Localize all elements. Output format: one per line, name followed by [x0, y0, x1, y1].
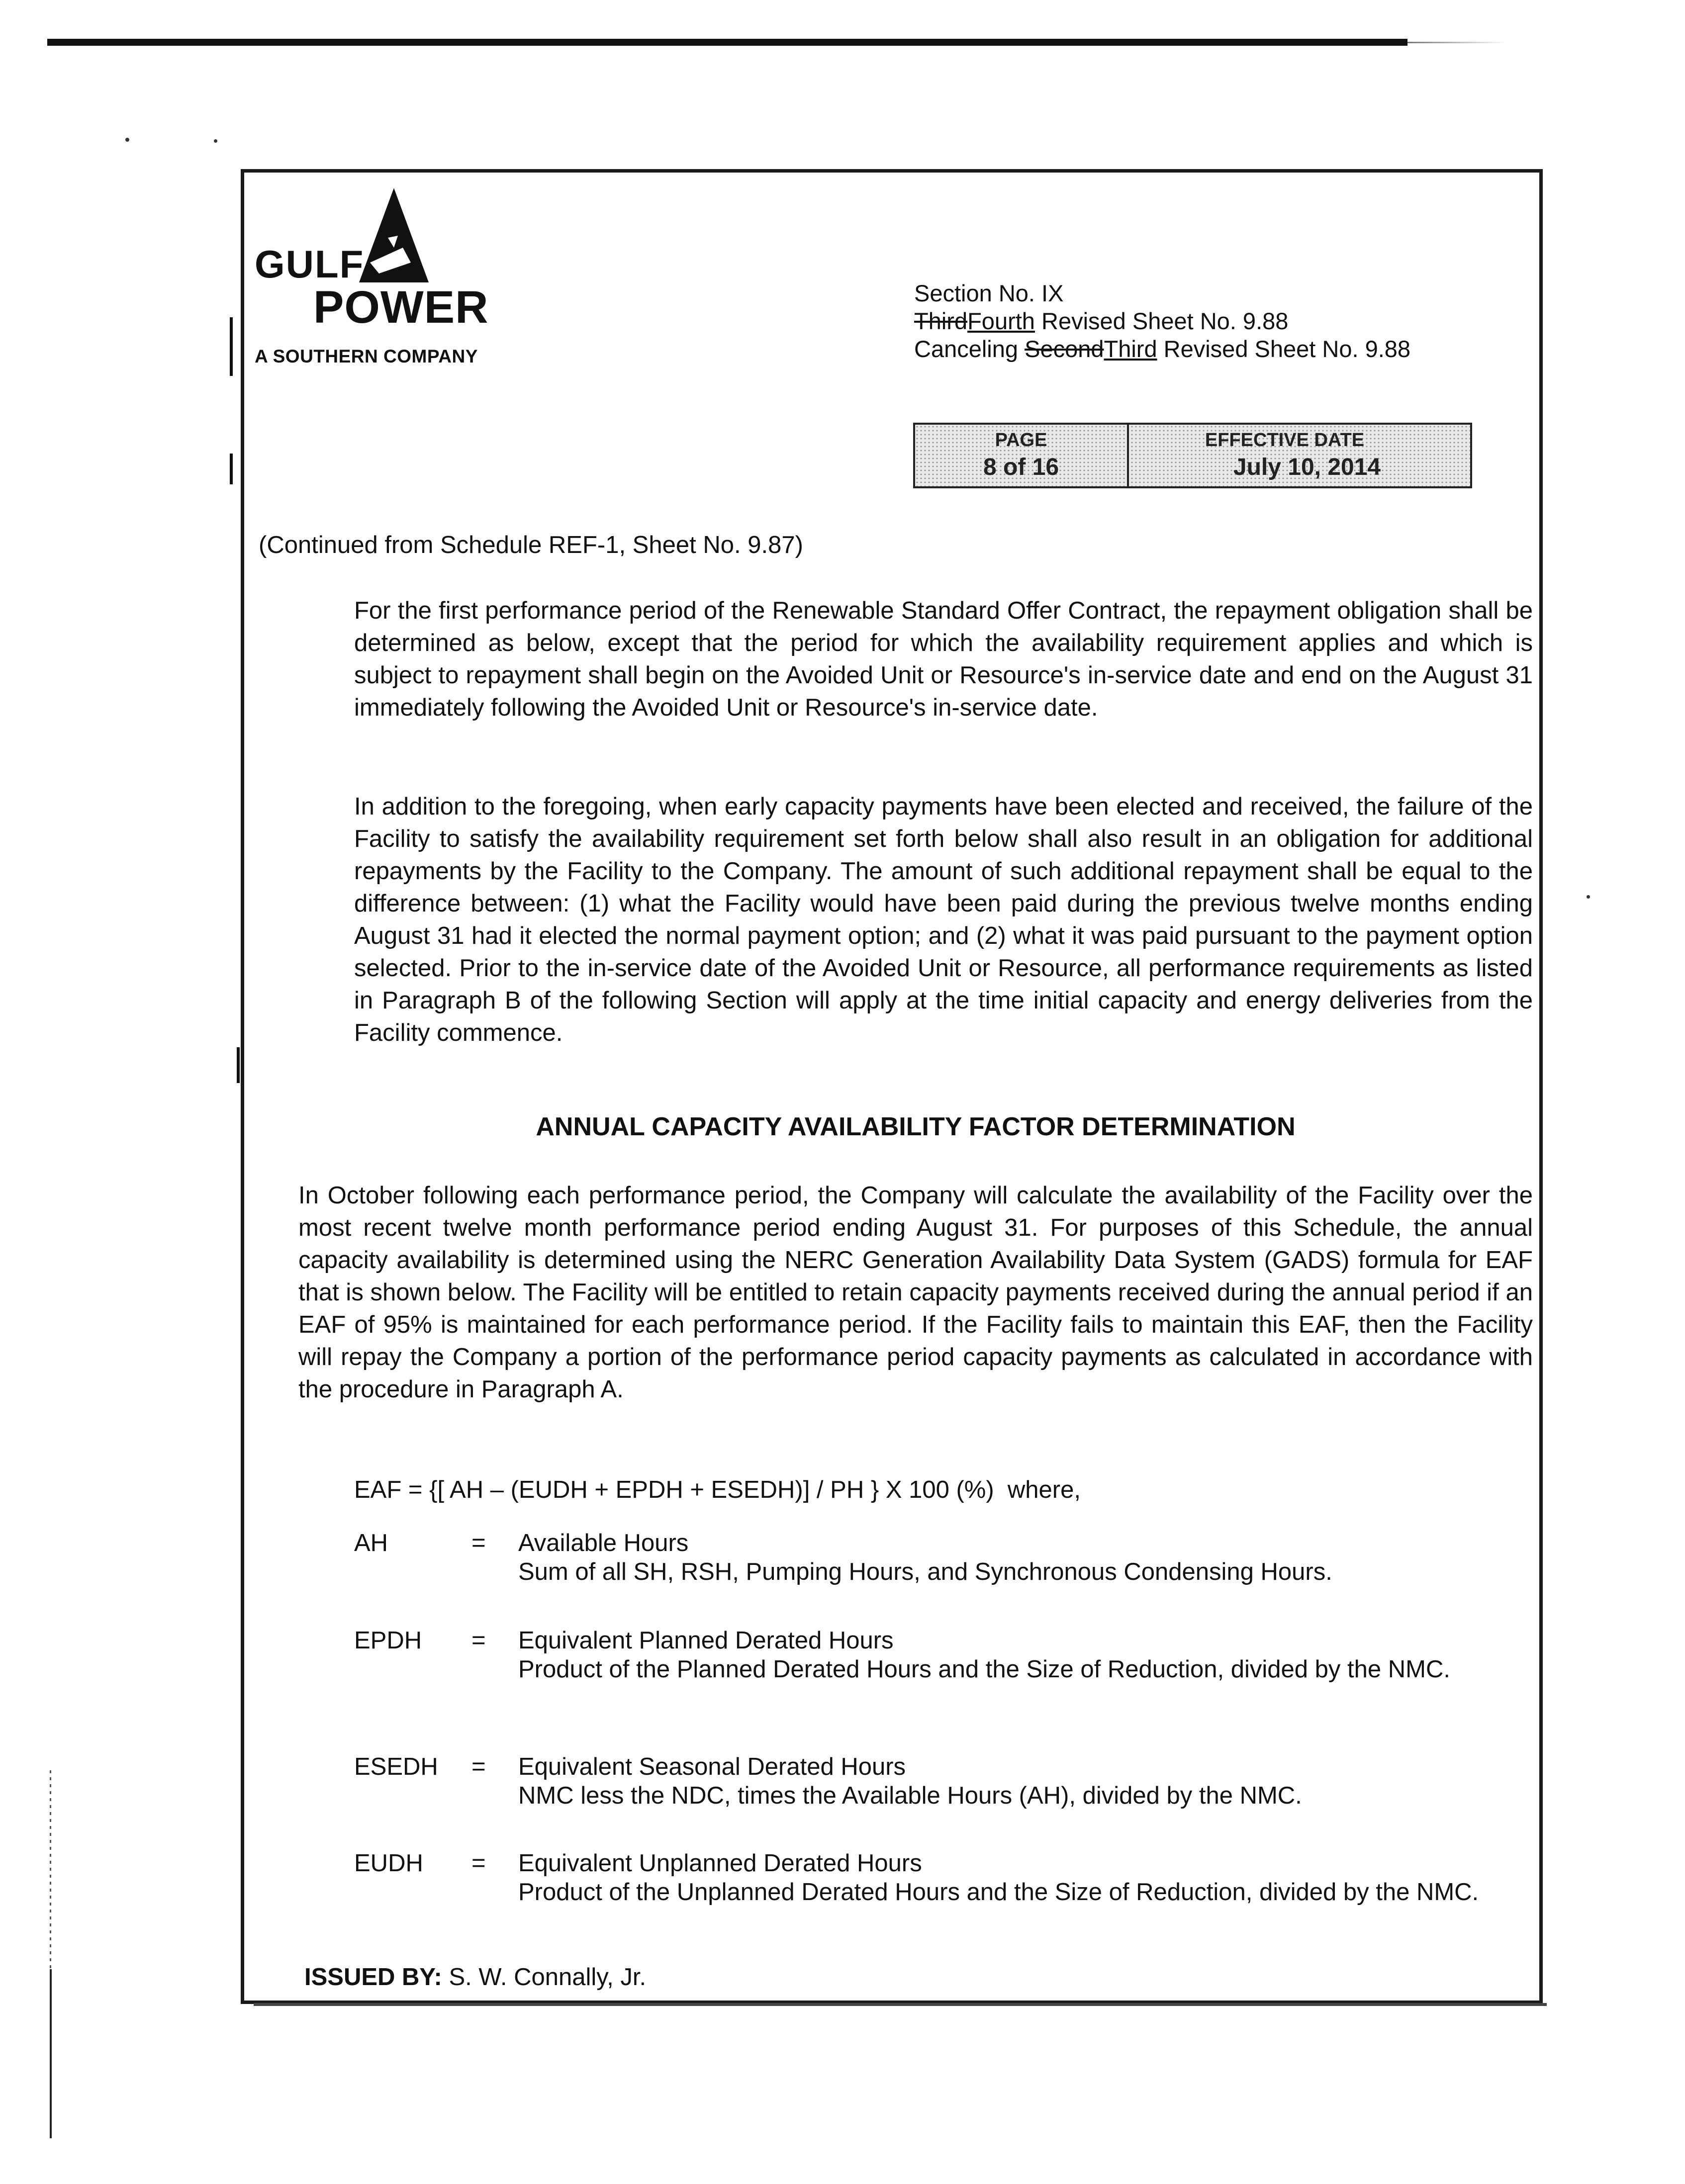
definition-body — [518, 1752, 1538, 1810]
definition-title: Equivalent Unplanned Derated Hours — [518, 1850, 922, 1877]
issued-by-name: S. W. Connally, Jr. — [449, 1964, 647, 1991]
definition-title: Equivalent Planned Derated Hours — [518, 1627, 894, 1654]
paragraph-eaf-determination: In October following each performance period, the Company will calculate the availability of the Facility over the most recent twelve month performance period ending August 31. For purposes of this Schedule, the annual capacity availability is determined using the NERC Generation Availability Data System (GADS) formula for EAF that is shown below. The Facility will be entitled to retain capacity payments received during the annual period if an EAF of 95% is maintained for each performance period. If the Facility fails to maintain this EAF, then the Facility will repay the Company a portion of the performance period capacity payments as calculated in accordance with the procedure in Paragraph A. — [298, 1182, 1533, 1403]
stamp-page-label: PAGE — [995, 430, 1047, 451]
scan-top-bar-fade — [1407, 42, 1507, 43]
definition-equals: = — [471, 1627, 486, 1654]
logo-gulf-text: GULF — [255, 242, 365, 286]
gulf-power-triangle-icon — [359, 188, 429, 287]
definition-term: EPDH — [354, 1627, 422, 1654]
scan-edge-line — [50, 1770, 51, 1969]
issued-by-label: ISSUED BY: — [304, 1964, 442, 1991]
paragraph-early-capacity: In addition to the foregoing, when early capacity payments have been elected and received, the failure of the Facility to satisfy the availability requirement set forth below shall also result in an obligation for additional repayments by the Facility to the Company. The amount of such additional repayment shall be equal to the difference between: (1) what the Facility would have been paid during the previous twelve months ending August 31 had it elected the normal payment option; and (2) what it was paid pursuant to the payment option selected. Prior to the in-service date of the Avoided Unit or Resource, all performance requirements as listed in Paragraph B of the following Section will apply at the time initial capacity and energy deliveries from the Facility commence. — [354, 793, 1533, 1046]
scan-speck — [1587, 895, 1590, 899]
canceling-new-text: Third — [1104, 336, 1157, 362]
revised-suffix: Revised Sheet No. 9.88 — [1034, 308, 1289, 334]
gulf-power-logo — [255, 188, 563, 367]
stamp-date-label: EFFECTIVE DATE — [1205, 430, 1365, 451]
canceling-suffix: Revised Sheet No. 9.88 — [1157, 336, 1411, 362]
logo-tagline: A SOUTHERN COMPANY — [255, 346, 478, 366]
canceling-sheet-line — [914, 335, 1410, 363]
scan-edge-line — [50, 1969, 52, 2138]
eaf-formula: EAF = {[ AH – (EUDH + EPDH + ESEDH)] / PH } X 100 (%) where, — [354, 1476, 1081, 1503]
revision-bar — [230, 317, 233, 376]
section-number: Section No. IX — [914, 280, 1064, 306]
paragraph-first-period: For the first performance period of the Renewable Standard Offer Contract, the repayment obligation shall be determined as below, except that the period for which the availability requirement applies and which is subject to repayment shall begin on the Avoided Unit or Resource's in-service date and end on the August 31 immediately following the Avoided Unit or Resource's in-service date. — [354, 597, 1533, 721]
logo-power-text: POWER — [313, 282, 489, 333]
stamp-page-value: 8 of 16 — [983, 454, 1059, 480]
stamp-page-cell — [915, 425, 1129, 486]
definition-equals: = — [471, 1753, 486, 1780]
sheet-info — [914, 279, 1410, 363]
definition-text: Sum of all SH, RSH, Pumping Hours, and Synchronous Condensing Hours. — [518, 1558, 1332, 1585]
frame-shadow — [254, 2003, 1547, 2006]
canceling-prefix: Canceling — [914, 336, 1025, 362]
revised-struck-text: Third — [914, 308, 968, 334]
definition-text: Product of the Planned Derated Hours and the Size of Reduction, divided by the NMC. — [518, 1656, 1450, 1683]
stamp-date-cell — [1129, 425, 1470, 486]
definition-body — [518, 1849, 1538, 1907]
scan-speck — [214, 139, 217, 143]
definition-title: Available Hours — [518, 1530, 689, 1556]
definition-equals: = — [471, 1850, 486, 1877]
section-heading: ANNUAL CAPACITY AVAILABILITY FACTOR DETERMINATION — [536, 1112, 1296, 1141]
issued-by — [304, 1963, 646, 1991]
revised-new-text: Fourth — [967, 308, 1035, 334]
definition-text: NMC less the NDC, times the Available Hours (AH), divided by the NMC. — [518, 1782, 1302, 1809]
definition-term: ESEDH — [354, 1753, 438, 1780]
definition-equals: = — [471, 1530, 486, 1556]
stamp-date-value: July 10, 2014 — [1233, 454, 1381, 480]
definition-term: AH — [354, 1530, 388, 1556]
revision-bar — [230, 454, 233, 484]
revised-sheet-line — [914, 307, 1410, 335]
scan-speck — [125, 138, 129, 142]
definition-title: Equivalent Seasonal Derated Hours — [518, 1753, 906, 1780]
canceling-struck-text: Second — [1025, 336, 1104, 362]
effective-date-stamp — [913, 423, 1472, 488]
definition-term: EUDH — [354, 1850, 423, 1877]
definition-text: Product of the Unplanned Derated Hours and the Size of Reduction, divided by the NMC. — [518, 1879, 1479, 1906]
scan-top-bar — [47, 39, 1407, 46]
definition-body — [518, 1529, 1538, 1586]
continued-note: (Continued from Schedule REF-1, Sheet No. 9.87) — [259, 532, 803, 558]
definition-body — [518, 1626, 1538, 1684]
revision-bar — [237, 1047, 240, 1083]
